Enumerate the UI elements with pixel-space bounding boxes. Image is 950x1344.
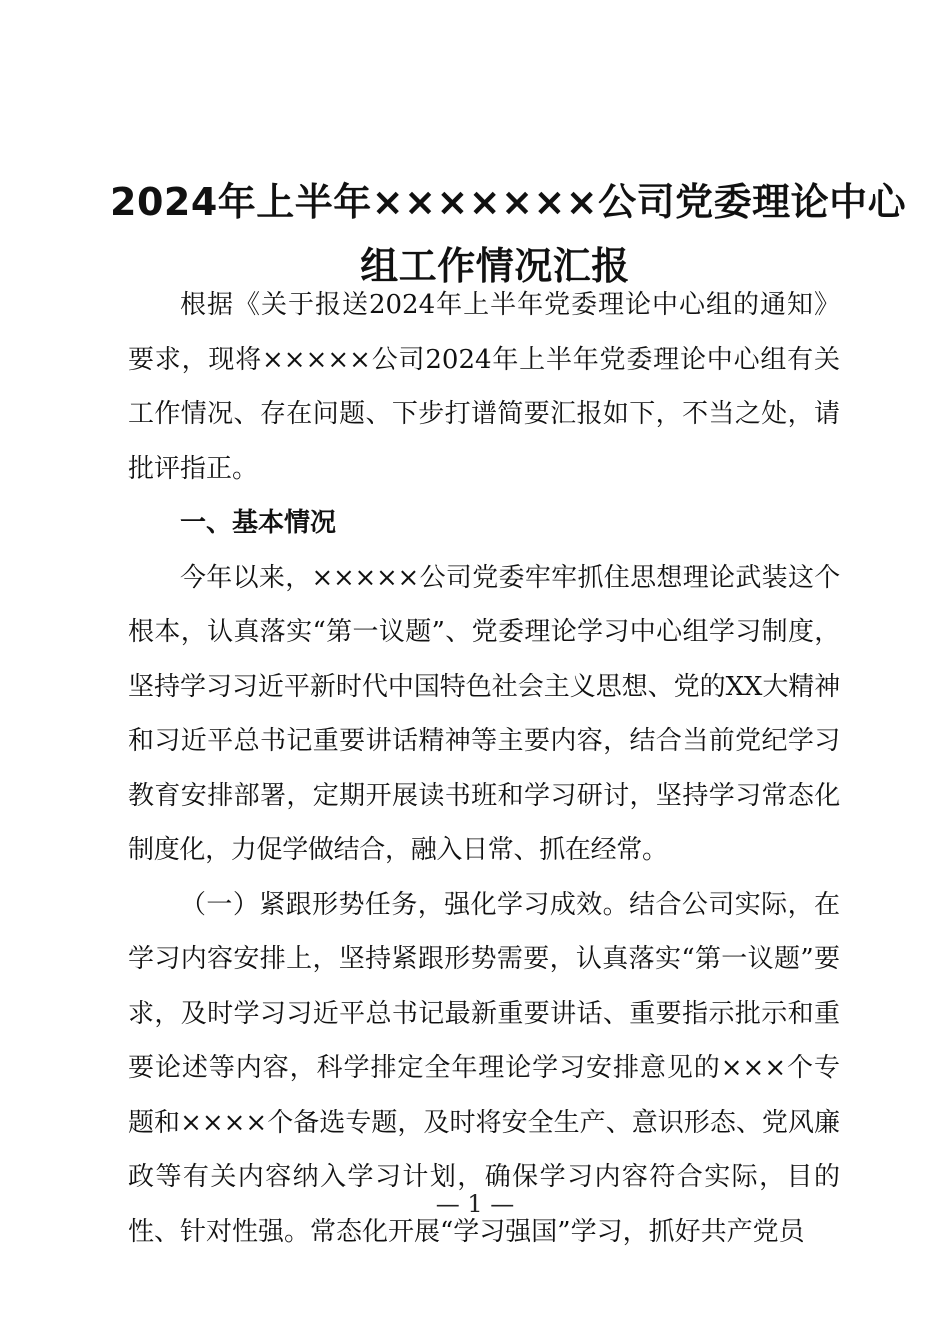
page-number: — 1 — <box>435 1190 515 1218</box>
title-line-1: 2024年上半年×××××××公司党委理论中心 <box>110 180 907 224</box>
intro-paragraph: 根据《关于报送2024年上半年党委理论中心组的通知》要求，现将×××××公司2024年上半年党委理论中心组有关工作情况、存在问题、下步打谱简要汇报如下，不当之处，请批评指正。 <box>128 290 840 484</box>
section-heading-basic-situation: 一、基本情况 <box>180 508 337 538</box>
title-line-2: 组工作情况汇报 <box>360 244 630 288</box>
document-body <box>128 278 840 1259</box>
section-1-paragraph: 今年以来，×××××公司党委牢牢抓住思想理论武装这个根本，认真落实“第一议题”、党委理论学习中心组学习制度，坚持学习习近平新时代中国特色社会主义思想、党的XX大精神和习近平总书记重要讲话精神等主要内容，结合当前党纪学习教育安排部署，定期开展读书班和学习研讨，坚持学习常态化制度化，力促学做结合，融入日常、抓在经常。 <box>128 562 840 865</box>
subsection-1-paragraph: （一）紧跟形势任务，强化学习成效。结合公司实际，在学习内容安排上，坚持紧跟形势需要，认真落实“第一议题”要求，及时学习习近平总书记最新重要讲话、重要指示批示和重要论述等内容，科学排定全年理论学习安排意见的×××个专题和××××个备选专题，及时将安全生产、意识形态、党风廉政等有关内容纳入学习计划，确保学习内容符合实际，目的性、针对性强。常态化开展“学习强国”学习，抓好共产党员 <box>128 889 840 1247</box>
